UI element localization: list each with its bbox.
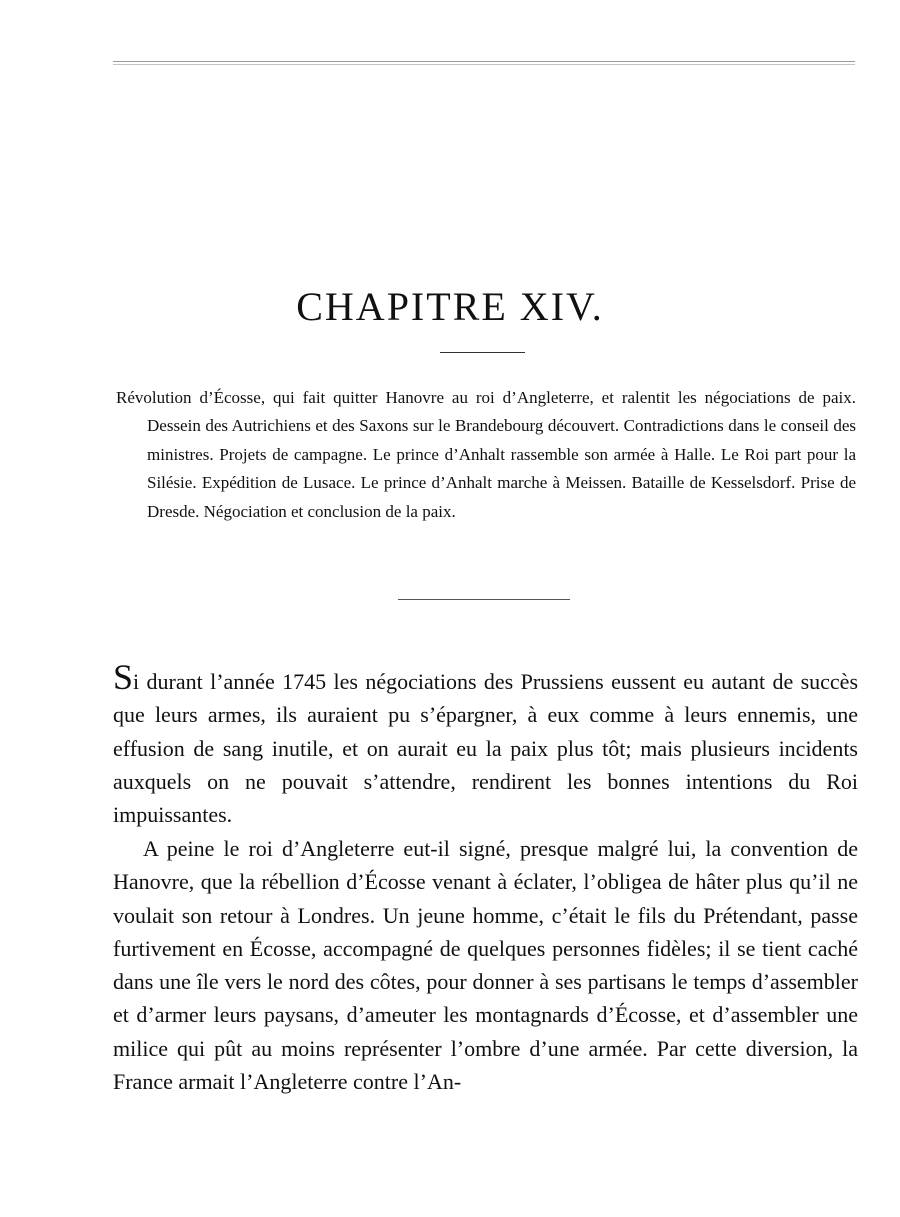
initial-letter: S [113,657,134,697]
header-rule-secondary [113,64,855,65]
chapter-summary: Révolution d’Écosse, qui fait quitter Hanovre au roi d’Angleterre, et ralentit les négociations de paix. Dessein des Autrichiens et des Saxons sur le Brandebourg découvert. Contradictions dans le conseil des ministres. Projets de campagne. Le prince d’Anhalt rassemble son armée à Halle. Le Roi part pour la Silésie. Expédition de Lusace. Le prince d’Anhalt marche à Meissen. Bataille de Kesselsdorf. Prise de Dresde. Négociation et conclusion de la paix. [116,388,856,521]
chapter-title: CHAPITRE XIV. [296,284,604,329]
body-paragraph-1 [113,657,858,831]
summary-divider [398,599,570,600]
header-rule [113,61,855,62]
title-divider [440,352,525,353]
body-paragraph-2: A peine le roi d’Angleterre eut-il signé, presque malgré lui, la convention de Hanovre, que la rébellion d’Écosse venant à éclater, l’obligea de hâter plus qu’il ne voulait son retour à Londres. Un jeune homme, c’était le fils du Prétendant, passe furtivement en Écosse, accompagné de quelques personnes fidèles; il se tient caché dans une île vers le nord des côtes, pour donner à ses partisans le temps d’assembler et d’armer leurs paysans, d’ameuter les montagnards d’Écosse, et d’assembler une milice qui pût au moins représenter l’ombre d’une armée. Par cette diversion, la France armait l’Angleterre contre l’An- [113,836,858,1095]
paragraph-1-text: i durant l’année 1745 les négociations des Prussiens eussent eu autant de succès que leurs armes, ils auraient pu s’épargner, à eux comme à leurs ennemis, une effusion de sang inutile, et on aurait eu la paix plus tôt; mais plusieurs incidents auxquels on ne pouvait s’attendre, rendirent les bonnes intentions du Roi impuissantes. [113,669,858,828]
